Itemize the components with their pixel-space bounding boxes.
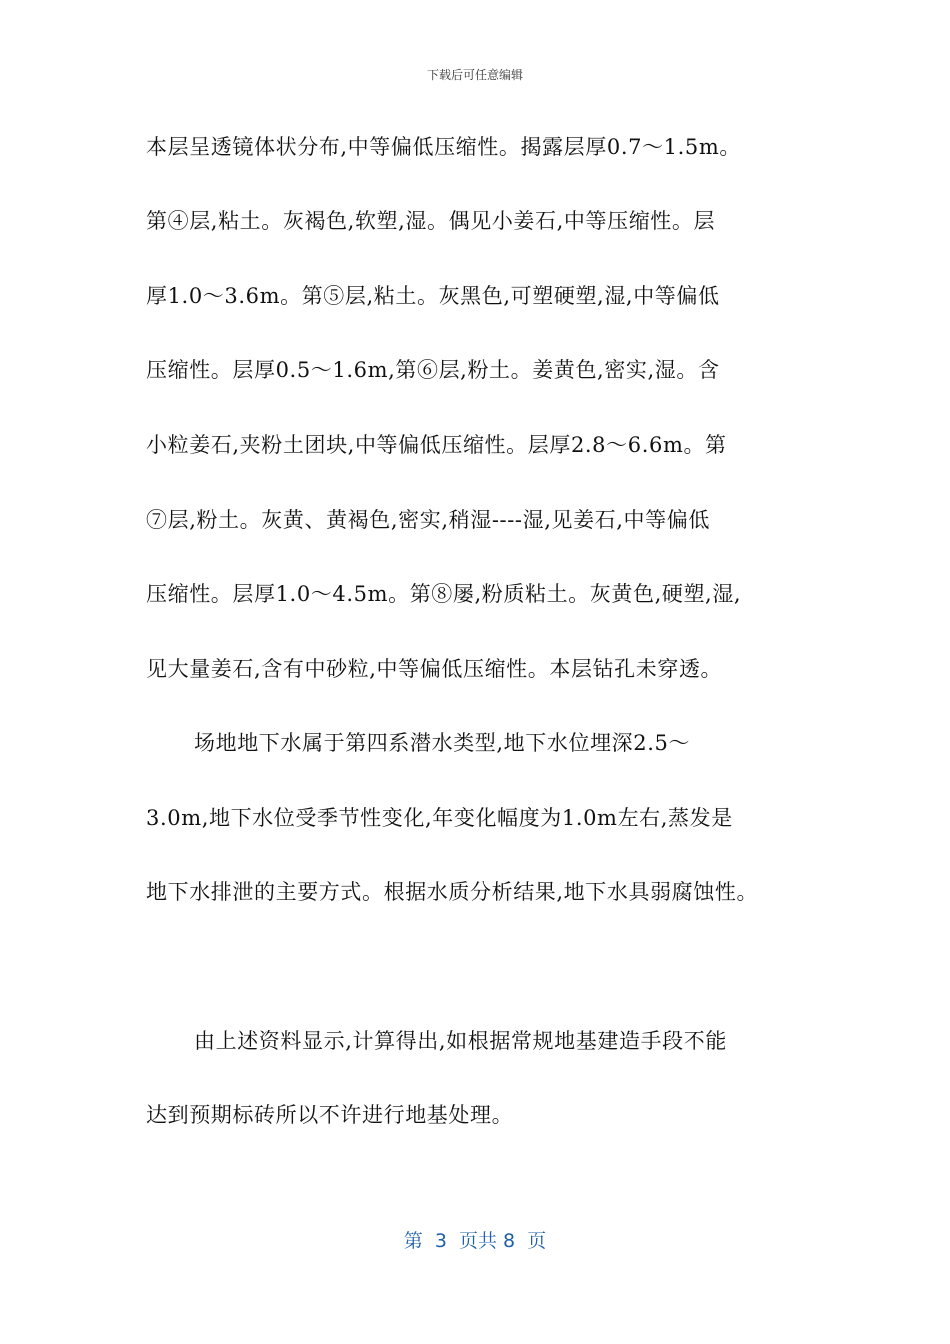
body-line-3: 厚1.0～3.6m。第⑤层,粘土。灰黑色,可塑硬塑,湿,中等偏低 [146,284,720,308]
body-line-6: ⑦层,粉土。灰黄、黄褐色,密实,稍湿----湿,见姜石,中等偏低 [146,508,710,532]
page-number-footer: 第 3 页共 8 页 [403,1230,547,1252]
body-line-7: 压缩性。层厚1.0～4.5m。第⑧屡,粉质粘土。灰黄色,硬塑,湿, [146,582,742,606]
groundwater-paragraph-line-1: 场地地下水属于第四系潜水类型,地下水位埋深2.5～ [194,731,691,755]
conclusion-paragraph-line-1: 由上述资料显示,计算得出,如根据常规地基建造手段不能 [194,1029,727,1053]
groundwater-paragraph-line-3: 地下水排泄的主要方式。根据水质分析结果,地下水具弱腐蚀性。 [146,880,759,904]
page-header: 下载后可任意编辑 [426,68,523,82]
body-line-5: 小粒姜石,夹粉土团块,中等偏低压缩性。层厚2.8～6.6m。第 [146,433,727,457]
body-line-4: 压缩性。层厚0.5～1.6m,第⑥层,粉土。姜黄色,密实,湿。含 [146,358,720,382]
body-line-8: 见大量姜石,含有中砂粒,中等偏低压缩性。本层钻孔未穿透。 [146,657,723,681]
body-line-2: 第④层,粘土。灰褐色,软塑,湿。偶见小姜石,中等压缩性。层 [146,209,716,233]
groundwater-paragraph-line-2: 3.0m,地下水位受季节性变化,年变化幅度为1.0m左右,蒸发是 [146,806,733,830]
body-line-1: 本层呈透镜体状分布,中等偏低压缩性。揭露层厚0.7～1.5m。 [146,135,741,159]
conclusion-paragraph-line-2: 达到预期标砖所以不许进行地基处理。 [146,1103,514,1127]
